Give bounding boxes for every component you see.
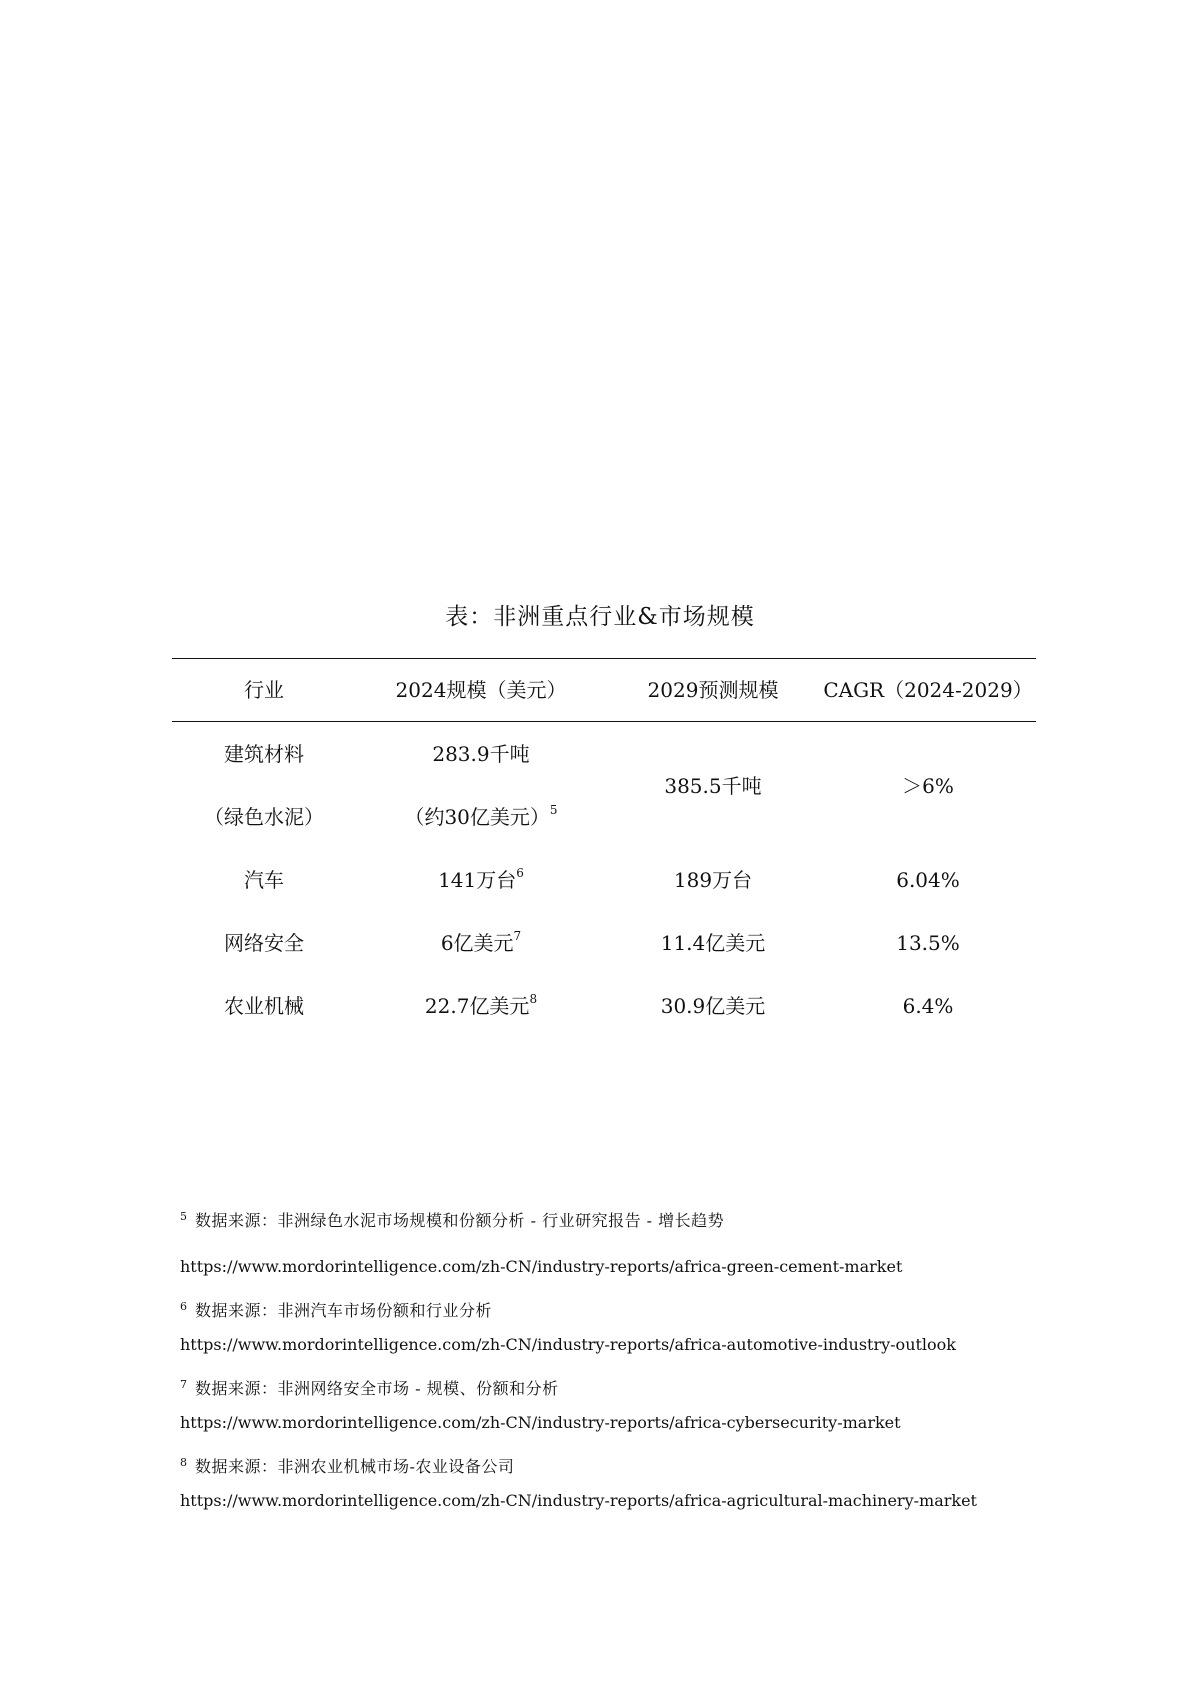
footnote-number: 7 [180, 1377, 187, 1391]
footnote-source: 数据来源：非洲绿色水泥市场规模和份额分析 - 行业研究报告 - 增长趋势 [195, 1211, 725, 1230]
cell-2024-size-automotive [356, 868, 606, 892]
footnote-link[interactable]: https://www.mordorintelligence.com/zh-CN/industry-reports/africa-cybersecurity-market [180, 1413, 901, 1432]
footnote-7 [180, 1378, 1080, 1434]
cell-industry-green-cement: （绿色水泥） [204, 805, 324, 829]
footnote-ref-6[interactable]: 6 [516, 866, 524, 881]
footnote-source: 数据来源：非洲汽车市场份额和行业分析 [195, 1301, 493, 1320]
cell-cagr-building-materials: ＞6% [902, 774, 954, 798]
table-caption: 表：非洲重点行业&市场规模 [445, 604, 755, 630]
footnote-link[interactable]: https://www.mordorintelligence.com/zh-CN/industry-reports/africa-green-cement-market [180, 1257, 903, 1276]
footnotes [180, 1210, 1080, 1512]
header-2024-size: 2024规模（美元） [395, 678, 567, 702]
cell-2029-forecast-cybersecurity: 11.4亿美元 [660, 931, 766, 955]
cell-2024-size-automotive-text: 141万台 [438, 868, 517, 892]
cell-2024-size-usd-text: （约30亿美元） [404, 805, 550, 829]
cell-2024-size-cybersecurity [356, 931, 606, 955]
cell-2029-forecast-automotive: 189万台 [673, 868, 753, 892]
header-cagr: CAGR（2024-2029） [823, 678, 1033, 702]
header-2029-forecast: 2029预测规模 [647, 678, 779, 702]
footnote-ref-8[interactable]: 8 [529, 992, 538, 1007]
footnote-number: 5 [180, 1209, 187, 1223]
table-header-rule [172, 721, 1036, 722]
cell-2029-forecast-agricultural-machinery: 30.9亿美元 [660, 994, 766, 1018]
cell-2024-size-building-materials: 283.9千吨 [432, 742, 530, 766]
cell-cagr-agricultural-machinery: 6.4% [902, 994, 954, 1018]
cell-industry-automotive: 汽车 [244, 868, 284, 892]
cell-cagr-automotive: 6.04% [896, 868, 960, 892]
footnote-ref-7[interactable]: 7 [513, 929, 522, 944]
cell-2024-size-agricultural-machinery [356, 994, 606, 1018]
footnote-ref-5[interactable]: 5 [549, 803, 558, 818]
footnote-number: 6 [180, 1299, 187, 1313]
cell-industry-cybersecurity: 网络安全 [224, 931, 304, 955]
header-industry: 行业 [244, 678, 284, 702]
cell-cagr-cybersecurity: 13.5% [896, 931, 960, 955]
footnote-8 [180, 1456, 1080, 1512]
cell-2029-forecast-building-materials: 385.5千吨 [664, 774, 762, 798]
cell-2024-size-building-materials-usd [356, 805, 606, 829]
table-top-rule [172, 658, 1036, 659]
cell-industry-building-materials: 建筑材料 [224, 742, 304, 766]
cell-industry-agricultural-machinery: 农业机械 [224, 994, 304, 1018]
cell-2024-size-agri-text: 22.7亿美元 [424, 994, 530, 1018]
footnote-link[interactable]: https://www.mordorintelligence.com/zh-CN/industry-reports/africa-automotive-industry-outlook [180, 1335, 956, 1354]
cell-2024-size-cybersecurity-text: 6亿美元 [440, 931, 514, 955]
footnote-link[interactable]: https://www.mordorintelligence.com/zh-CN/industry-reports/africa-agricultural-machinery-market [180, 1491, 977, 1510]
footnote-5 [180, 1210, 1080, 1278]
footnote-source: 数据来源：非洲网络安全市场 - 规模、份额和分析 [195, 1379, 559, 1398]
footnote-source: 数据来源：非洲农业机械市场-农业设备公司 [195, 1457, 515, 1476]
footnote-6 [180, 1300, 1080, 1356]
footnote-number: 8 [180, 1455, 187, 1469]
